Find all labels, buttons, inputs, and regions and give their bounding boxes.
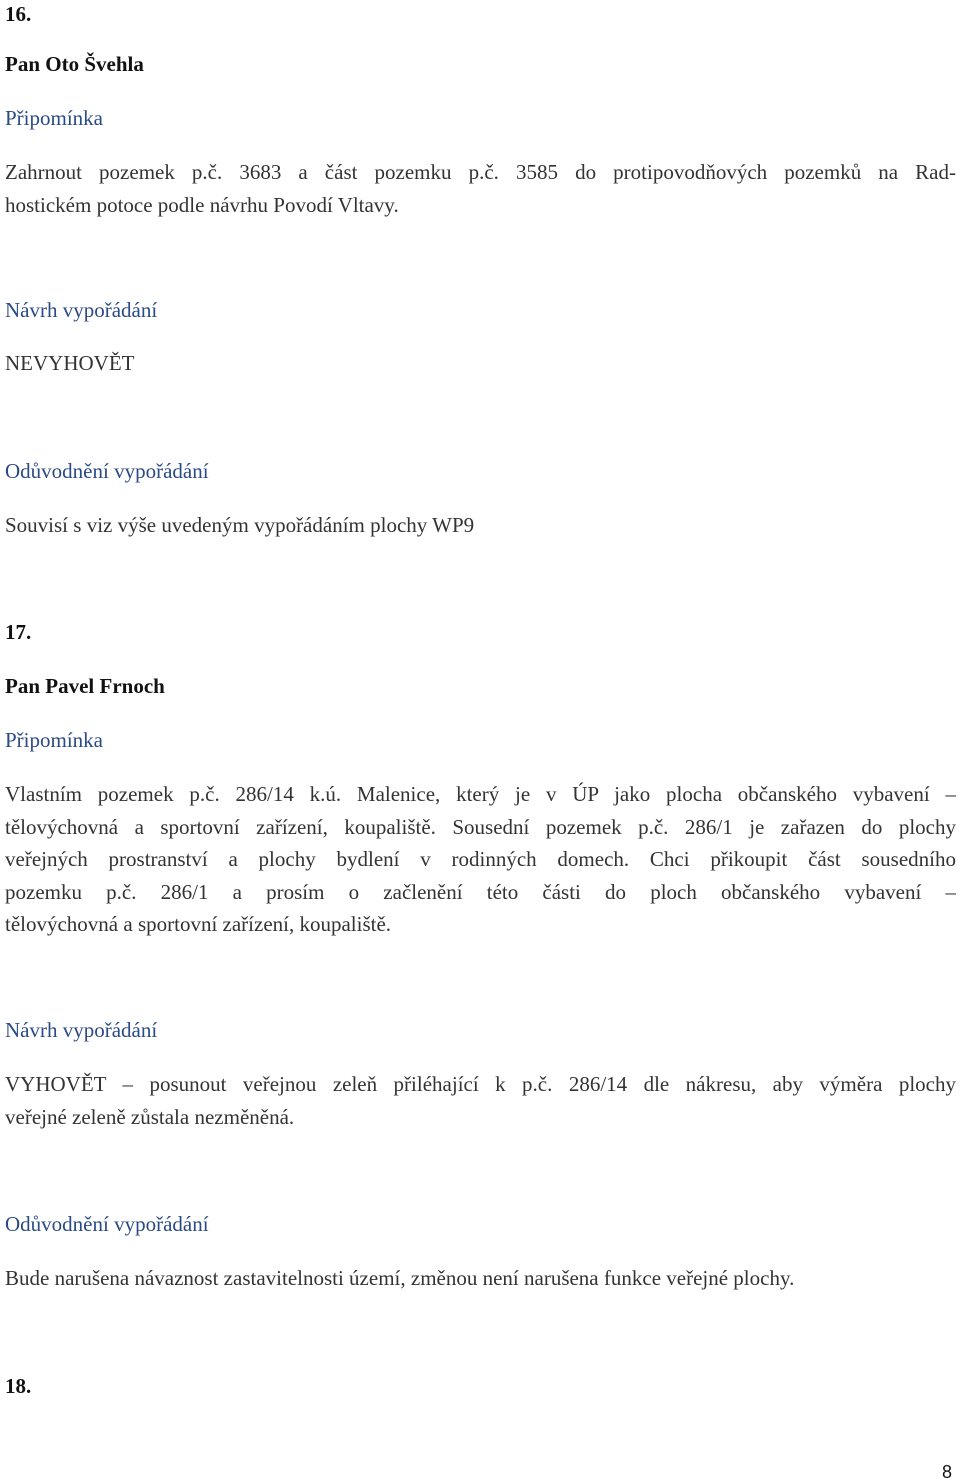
page-number: 8 (941, 1462, 952, 1482)
entry-16-remark-text (5, 156, 956, 221)
entry-17-justification-text: Bude narušena návaznost zastavitelnosti území, změnou není narušena funkce veřejné plochy. (5, 1266, 795, 1290)
entry-17-remark-line-2: tělovýchovná a sportovní zařízení, koupaliště. Sousední pozemek p.č. 286/1 je zařazen do plochy (5, 814, 956, 839)
entry-17-remark-line-5: tělovýchovná a sportovní zařízení, koupaliště. (5, 912, 392, 936)
entry-17-remark-line-1: Vlastním pozemek p.č. 286/14 k.ú. Malenice, který je v ÚP jako plocha občanského vybavení – (5, 782, 956, 806)
entry-17-proposal-text (5, 1068, 956, 1133)
entry-17-proposal-line-2: veřejné zeleně zůstala nezměněná. (5, 1104, 295, 1129)
entry-17-remark-line-4: pozemku p.č. 286/1 a prosím o začlenění této části do ploch občanského vybavení – (5, 879, 956, 904)
entry-16-justification-label: Odůvodnění vypořádání (5, 459, 209, 483)
entry-16-name: Pan Oto Švehla (5, 52, 144, 76)
entry-18-number: 18. (5, 1374, 32, 1398)
entry-17-justification-label: Odůvodnění vypořádání (5, 1212, 209, 1236)
entry-16-remark-line-1: Zahrnout pozemek p.č. 3683 a část pozemku p.č. 3585 do protipovodňových pozemků na Rad- (5, 160, 956, 184)
entry-17-proposal-line-1: VYHOVĚT – posunout veřejnou zeleň přiléhající k p.č. 286/14 dle nákresu, aby výměra plochy (5, 1072, 956, 1096)
entry-16-proposal-label: Návrh vypořádání (5, 298, 158, 322)
entry-17-proposal-label: Návrh vypořádání (5, 1018, 158, 1042)
entry-16-remark-line-2: hostickém potoce podle návrhu Povodí Vltavy. (5, 192, 399, 217)
entry-16-remark-label: Připomínka (5, 106, 103, 130)
entry-17-remark-text (5, 778, 956, 941)
entry-16-number: 16. (5, 2, 32, 26)
entry-16-proposal-text: NEVYHOVĚT (5, 351, 135, 375)
entry-17-name: Pan Pavel Frnoch (5, 674, 165, 698)
entry-16-justification-text: Souvisí s viz výše uvedeným vypořádáním plochy WP9 (5, 513, 475, 537)
entry-17-remark-label: Připomínka (5, 728, 103, 752)
entry-17-number: 17. (5, 620, 32, 644)
entry-17-remark-line-3: veřejných prostranství a plochy bydlení v rodinných domech. Chci přikoupit část sousedního (5, 847, 956, 871)
